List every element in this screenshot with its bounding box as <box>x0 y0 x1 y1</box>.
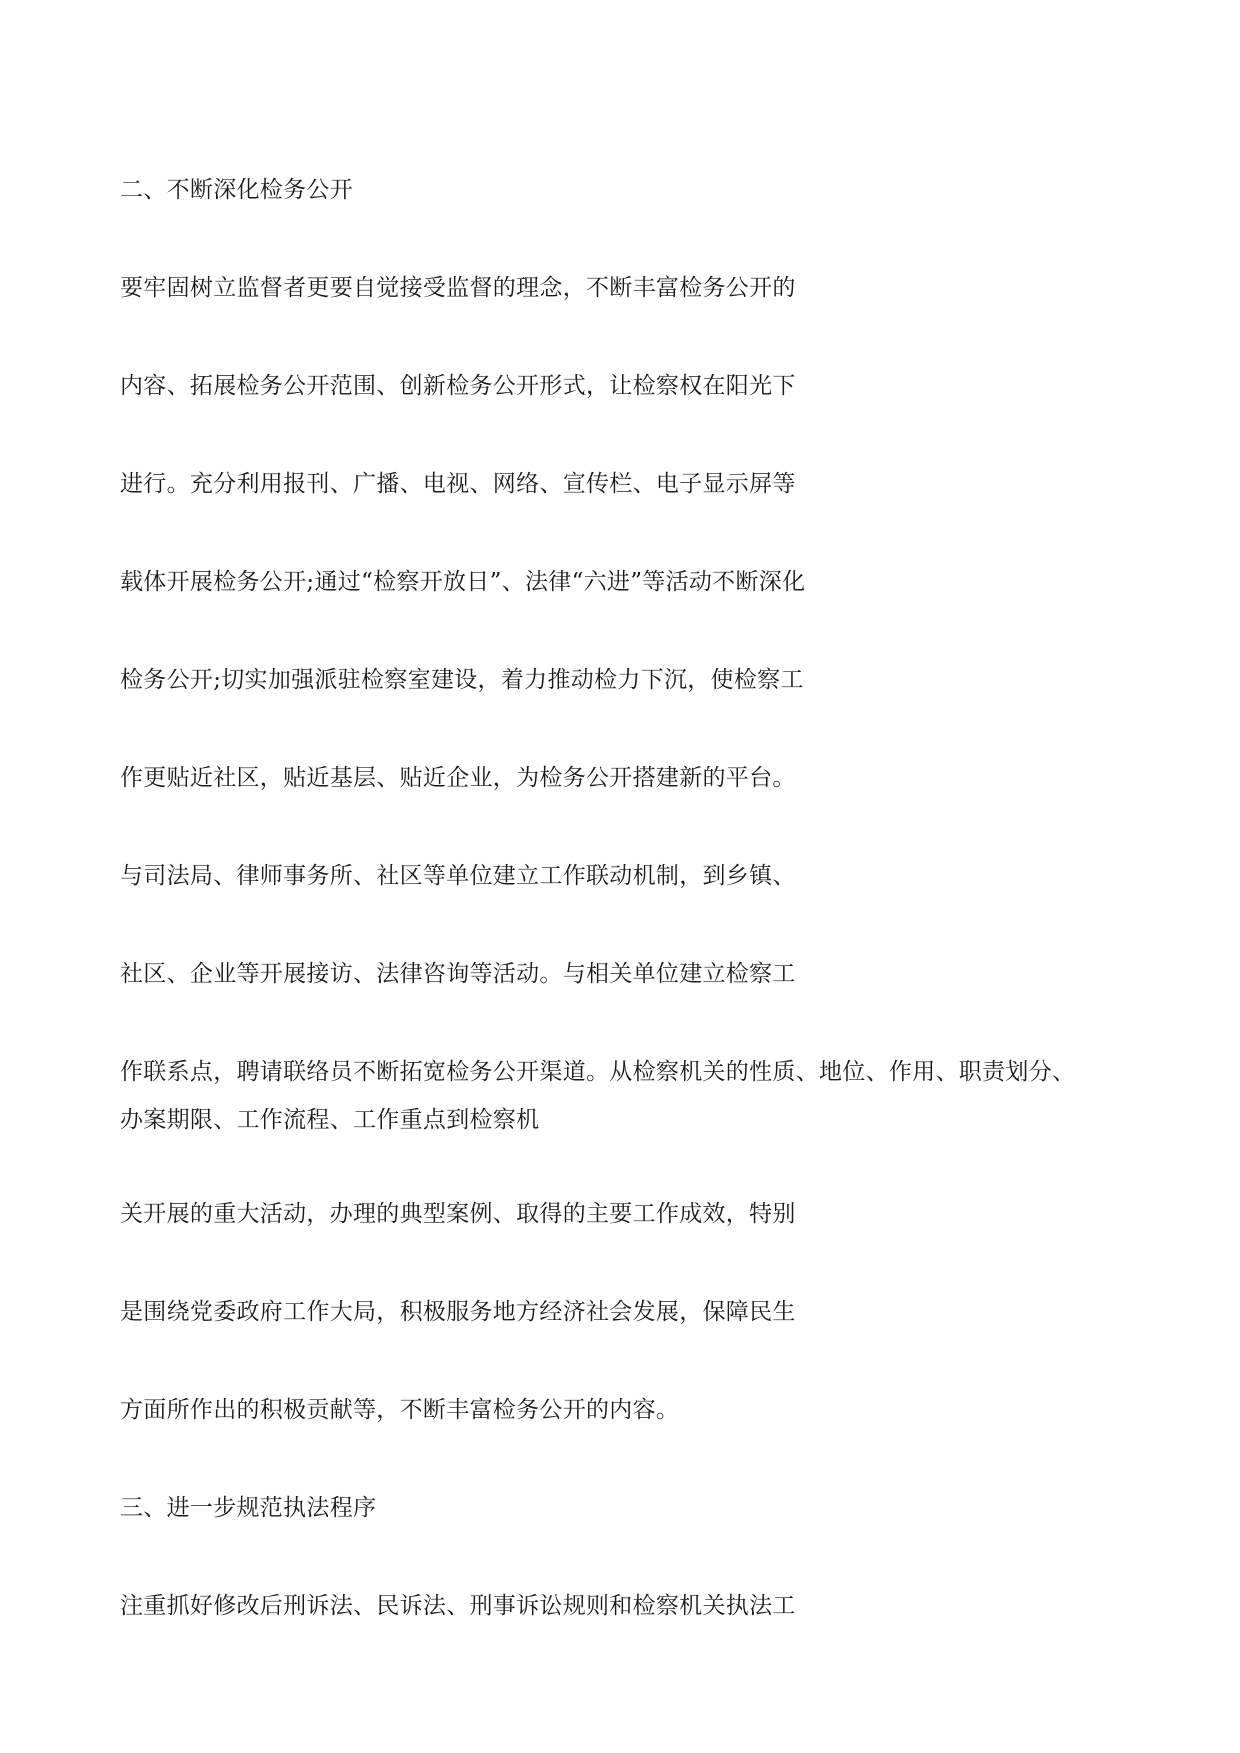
paragraph-line: 作联系点，聘请联络员不断拓宽检务公开渠道。从检察机关的性质、地位、作用、职责划分、 <box>120 1059 1076 1085</box>
paragraph-line: 载体开展检务公开;通过“检察开放日”、法律“六进”等活动不断深化 <box>120 569 806 595</box>
paragraph-line: 内容、拓展检务公开范围、创新检务公开形式，让检察权在阳光下 <box>120 373 796 399</box>
paragraph-line: 社区、企业等开展接访、法律咨询等活动。与相关单位建立检察工 <box>120 961 796 987</box>
section-heading-2: 二、不断深化检务公开 <box>120 177 353 203</box>
paragraph-line: 关开展的重大活动，办理的典型案例、取得的主要工作成效，特别 <box>120 1201 796 1227</box>
paragraph-line: 与司法局、律师事务所、社区等单位建立工作联动机制，到乡镇、 <box>120 863 796 889</box>
section-heading-3: 三、进一步规范执法程序 <box>120 1495 377 1521</box>
paragraph-line: 要牢固树立监督者更要自觉接受监督的理念，不断丰富检务公开的 <box>120 275 796 301</box>
paragraph-line: 检务公开;切实加强派驻检察室建设，着力推动检力下沉，使检察工 <box>120 667 804 693</box>
paragraph-line: 方面所作出的积极贡献等，不断丰富检务公开的内容。 <box>120 1397 680 1423</box>
paragraph-line: 注重抓好修改后刑诉法、民诉法、刑事诉讼规则和检察机关执法工 <box>120 1593 796 1619</box>
paragraph-line: 作更贴近社区，贴近基层、贴近企业，为检务公开搭建新的平台。 <box>120 765 796 791</box>
paragraph-line: 办案期限、工作流程、工作重点到检察机 <box>120 1107 540 1133</box>
paragraph-line: 是围绕党委政府工作大局，积极服务地方经济社会发展，保障民生 <box>120 1299 796 1325</box>
paragraph-line: 进行。充分利用报刊、广播、电视、网络、宣传栏、电子显示屏等 <box>120 471 796 497</box>
